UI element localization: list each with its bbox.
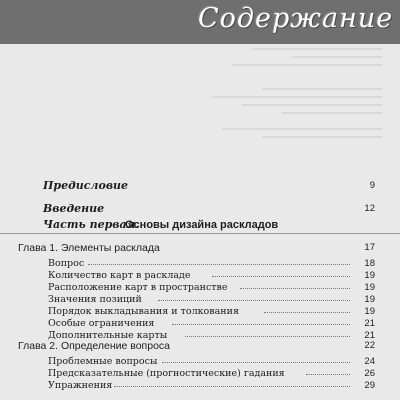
section-page: 19	[364, 306, 375, 317]
chapter-label: Глава 2. Определение вопроса	[18, 340, 171, 352]
toc-part-1[interactable]	[0, 218, 400, 232]
section-page: 19	[364, 294, 375, 305]
toc-entry-label: Введение	[43, 202, 105, 215]
dot-leader	[162, 362, 350, 363]
section-page: 19	[364, 270, 375, 281]
chapter-page: 22	[364, 340, 375, 351]
section-page: 26	[364, 368, 375, 379]
toc-entry-preface[interactable]	[0, 179, 400, 193]
toc-section[interactable]	[0, 379, 400, 393]
section-page: 29	[364, 380, 375, 391]
dot-leader	[185, 336, 350, 337]
dot-leader	[88, 264, 350, 265]
chapter-label: Глава 1. Элементы расклада	[18, 242, 160, 254]
section-page: 24	[364, 356, 375, 367]
toc-entry-label: Предисловие	[43, 179, 129, 192]
chapter-page: 17	[364, 242, 375, 253]
section-label: Вопрос	[48, 258, 85, 269]
dot-leader	[264, 312, 350, 313]
dot-leader	[240, 288, 350, 289]
section-label: Проблемные вопросы	[48, 356, 158, 367]
section-page: 21	[364, 318, 375, 329]
section-page: 21	[364, 330, 375, 341]
dot-leader	[306, 374, 350, 375]
section-label: Дополнительные карты	[48, 330, 168, 341]
toc-chapter-2[interactable]	[0, 339, 400, 353]
part-prefix: Часть первая.	[43, 218, 140, 231]
section-label: Порядок выкладывания и толкования	[48, 306, 239, 317]
section-label: Предсказательные (прогностические) гадания	[48, 368, 285, 379]
dot-leader	[158, 300, 350, 301]
toc-chapter-1[interactable]	[0, 241, 400, 255]
section-page: 19	[364, 282, 375, 293]
page-title: Содержание	[198, 3, 394, 34]
section-label: Значения позиций	[48, 294, 142, 305]
toc-entry-intro[interactable]	[0, 202, 400, 216]
section-page: 18	[364, 258, 375, 269]
part-divider	[0, 233, 400, 234]
toc-entry-page: 12	[364, 203, 375, 214]
dot-leader	[114, 386, 350, 387]
section-label: Количество карт в раскладе	[48, 270, 191, 281]
dot-leader	[172, 324, 350, 325]
bleed-through-text	[170, 44, 400, 154]
part-title: Основы дизайна раскладов	[125, 219, 279, 231]
section-label: Особые ограничения	[48, 318, 155, 329]
dot-leader	[212, 276, 350, 277]
section-label: Упражнения	[48, 380, 113, 391]
toc-entry-page: 9	[369, 180, 375, 191]
section-label: Расположение карт в пространстве	[48, 282, 228, 293]
